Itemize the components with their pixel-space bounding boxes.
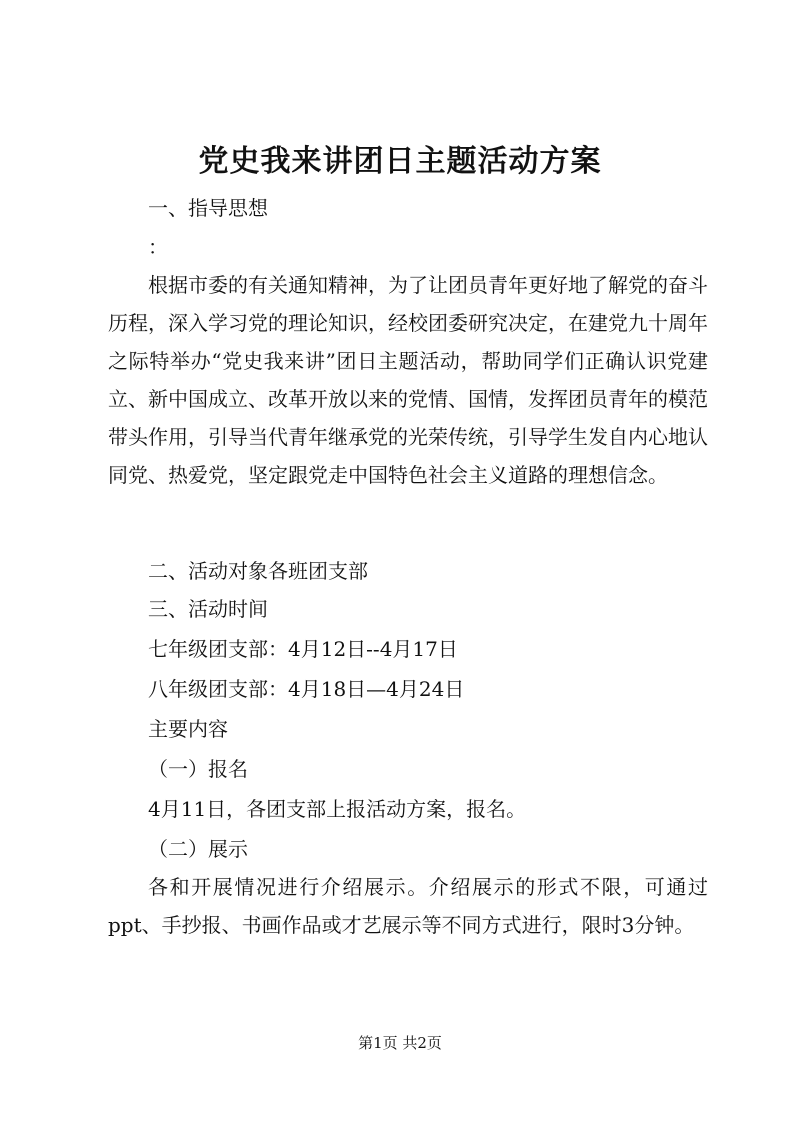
paragraph-display: 各和开展情况进行介绍展示。介绍展示的形式不限，可通过ppt、手抄报、书画作品或才艺展示等不同方式进行，限时3分钟。 <box>108 875 708 937</box>
schedule-grade7: 七年级团支部：4月12日--4月17日 <box>148 637 458 661</box>
section-heading-main-content: 主要内容 <box>148 717 228 741</box>
colon-line: ： <box>148 235 168 259</box>
registration-text: 4月11日，各团支部上报活动方案，报名。 <box>148 797 527 821</box>
section-heading-guiding-thought: 一、指导思想 <box>148 196 268 220</box>
section-heading-activity-target: 二、活动对象各班团支部 <box>148 559 368 583</box>
document-title: 党史我来讲团日主题活动方案 <box>198 144 602 179</box>
section-heading-activity-time: 三、活动时间 <box>148 597 268 621</box>
schedule-grade8: 八年级团支部：4月18日—4月24日 <box>148 677 465 701</box>
subsection-heading-registration: （一）报名 <box>148 757 248 781</box>
paragraph-guiding-thought: 根据市委的有关通知精神，为了让团员青年更好地了解党的奋斗历程，深入学习党的理论知识，经校团委研究决定，在建党九十周年之际特举办“党史我来讲”团日主题活动，帮助同学们正确认识党建立、新中国成立、改革开放以来的党情、国情，发挥团员青年的模范带头作用，引导当代青年继承党的光荣传统，引导学生发自内心地认同党、热爱党，坚定跟党走中国特色社会主义道路的理想信念。 <box>108 273 708 487</box>
subsection-heading-display: （二）展示 <box>148 837 248 861</box>
page-indicator: 第1页 共2页 <box>358 1034 442 1052</box>
